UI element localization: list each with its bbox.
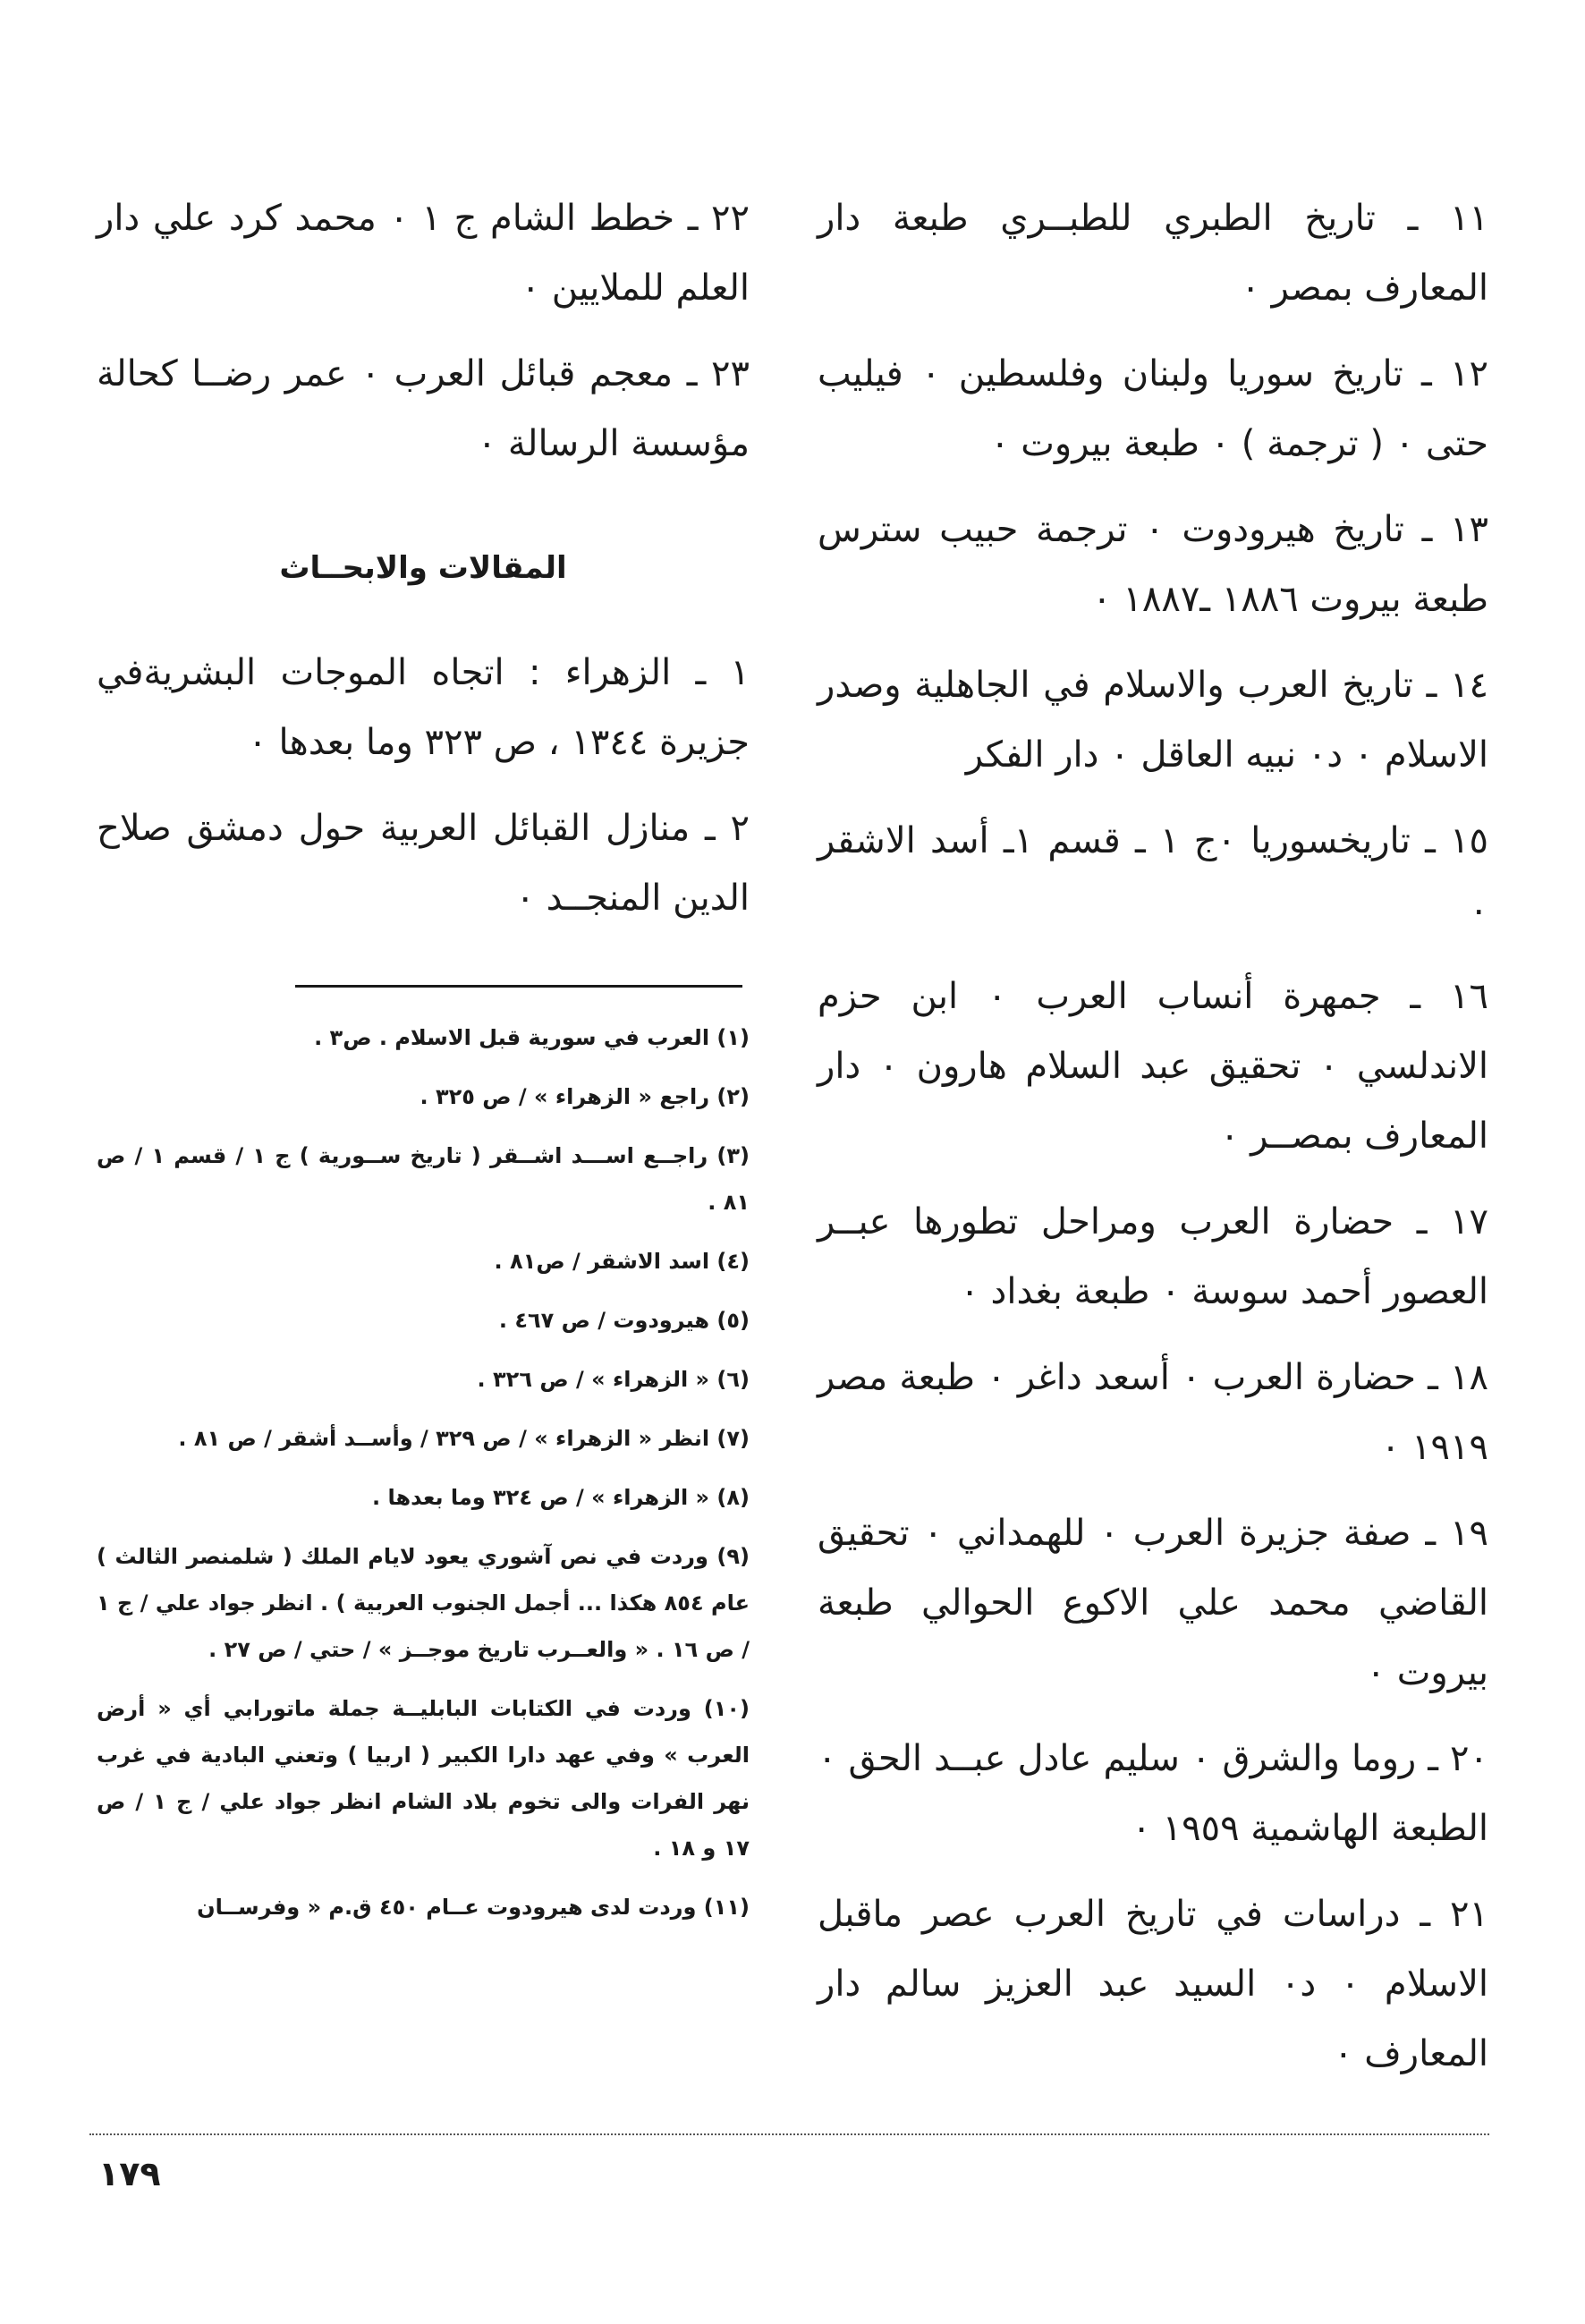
footnotes-block xyxy=(97,1014,750,1930)
footnote-11: (١١) وردت لدى هيرودوت عــام ٤٥٠ ق.م « وفرســان xyxy=(197,1895,750,1920)
bibliography-entry-17: ١٧ ـ حضارة العرب ومراحل تطورها عبــر العصور أحمد سوسة ٠ طبعة بغداد ٠ xyxy=(818,1201,1488,1312)
bibliography-entry-20: ٢٠ ـ روما والشرق ٠ سليم عادل عبــد الحق ٠ الطبعة الهاشمية ١٩٥٩ ٠ xyxy=(818,1738,1488,1849)
article-entry-2: ٢ ـ منازل القبائل العربية حول دمشق صلاح الدين المنجــد ٠ xyxy=(97,808,750,919)
footnote-6: (٦) « الزهراء » / ص ٣٢٦ . xyxy=(477,1367,750,1392)
page-number: ١٧٩ xyxy=(98,2154,161,2193)
bibliography-entry-21: ٢١ ـ دراسات في تاريخ العرب عصر ماقبل الاسلام ٠ د٠ السيد عبد العزيز سالم دار المعارف ٠ xyxy=(818,1894,1489,2074)
footnote-separator xyxy=(295,985,742,988)
bibliography-left-column xyxy=(97,183,750,1943)
bibliography-entry-22: ٢٢ ـ خطط الشام ج ١ ٠ محمد كرد علي دار العلم للملايين ٠ xyxy=(97,198,750,309)
bibliography-entry-23: ٢٣ ـ معجم قبائل العرب ٠ عمر رضــا كحالة مؤسسة الرسالة ٠ xyxy=(97,353,750,464)
footnote-1: (١) العرب في سورية قبل الاسلام . ص٣ . xyxy=(314,1025,750,1050)
articles-section-title: المقالات والابحــاث xyxy=(279,550,567,586)
footnote-3: (٣) راجــع اســـد اشــقر ( تاريخ ســورية ) ج ١ / قسم ١ / ص ٨١ . xyxy=(97,1143,750,1215)
bibliography-right-column xyxy=(818,183,1488,2105)
footnote-8: (٨) « الزهراء » / ص ٣٢٤ وما بعدها . xyxy=(371,1485,750,1510)
bibliography-entry-12: ١٢ ـ تاريخ سوريا ولبنان وفلسطين ٠ فيليب حتى ٠ ( ترجمة ) ٠ طبعة بيروت ٠ xyxy=(818,353,1488,464)
footnote-5: (٥) هيرودوت / ص ٤٦٧ . xyxy=(498,1308,750,1333)
bibliography-entry-14: ١٤ ـ تاريخ العرب والاسلام في الجاهلية وصدر الاسلام ٠ د٠ نبيه العاقل ٠ دار الفكر xyxy=(818,665,1488,776)
footnote-10: (١٠) وردت في الكتابات البابليــة جملة ماتورابي أي « أرض العرب » وفي عهد دارا الكبير ( اربيا ) وتعني البادية في غرب نهر الفرات والى تخوم بلاد الشام انظر جواد علي / ج ١ / ص ١٧ و ١٨ . xyxy=(97,1696,750,1861)
bibliography-entry-11: ١١ ـ تاريخ الطبري للطبــري طبعة دار المعارف بمصر ٠ xyxy=(818,198,1488,309)
footnote-9: (٩) وردت في نص آشوري يعود لايام الملك ( شلمنصر الثالث ) عام ٨٥٤ هكذا ... أجمل الجنوب العربية ) . انظر جواد علي / ج ١ / ص ١٦ . « والعــرب تاريخ موجــز » / حتي / ص ٢٧ . xyxy=(97,1544,750,1662)
bibliography-entry-19: ١٩ ـ صفة جزيرة العرب ٠ للهمداني ٠ تحقيق القاضي محمد علي الاكوع الحوالي طبعة بيروت ٠ xyxy=(818,1513,1488,1693)
bibliography-entry-16: ١٦ ـ جمهرة أنساب العرب ٠ ابن حزم الاندلسي ٠ تحقيق عبد السلام هارون ٠ دار المعارف بمصــر ٠ xyxy=(818,976,1488,1157)
page-bottom-divider xyxy=(89,2133,1489,2135)
article-entry-1: ١ ـ الزهراء : اتجاه الموجات البشريةفي جزيرة ١٣٤٤ ، ص ٣٢٣ وما بعدها ٠ xyxy=(97,652,750,763)
bibliography-entry-15: ١٥ ـ تاريخسوريا ٠ج ١ ـ قسم ١ـ أسد الاشقر ٠ xyxy=(818,820,1489,931)
footnote-7: (٧) انظر « الزهراء » / ص ٣٢٩ / وأســد أشقر / ص ٨١ . xyxy=(178,1426,750,1451)
footnote-2: (٢) راجع « الزهراء » / ص ٣٢٥ . xyxy=(420,1084,750,1109)
bibliography-entry-18: ١٨ ـ حضارة العرب ٠ أسعد داغر ٠ طبعة مصر ١٩١٩ ٠ xyxy=(818,1357,1489,1468)
bibliography-entry-13: ١٣ ـ تاريخ هيرودوت ٠ ترجمة حبيب سترس طبعة بيروت ١٨٨٦ ـ١٨٨٧ ٠ xyxy=(818,509,1488,620)
footnote-4: (٤) اسد الاشقر / ص٨١ . xyxy=(494,1249,750,1274)
